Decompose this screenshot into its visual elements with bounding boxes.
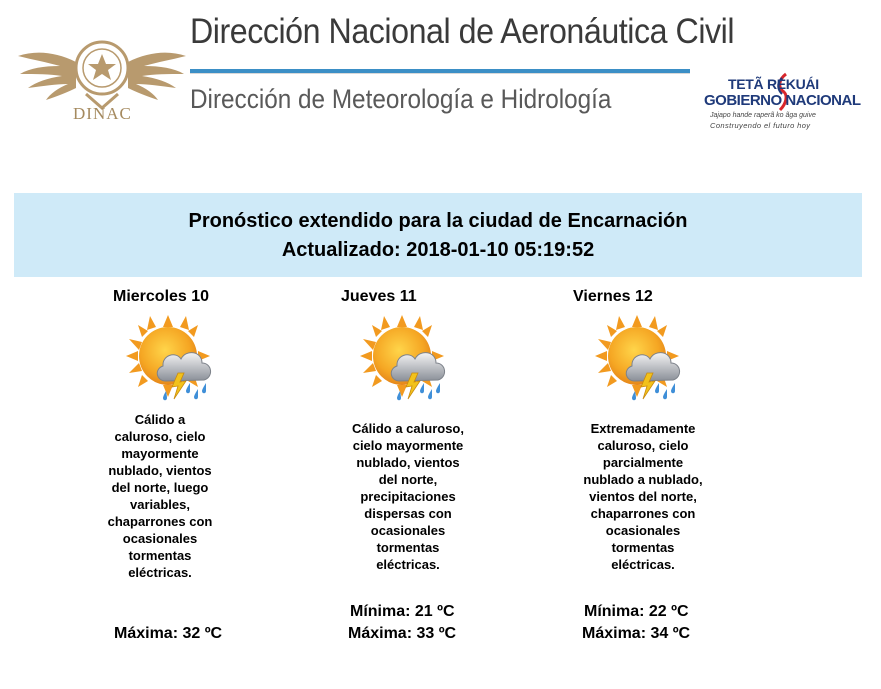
forecast-description: Cálido a caluroso, cielo mayormente nublado, vientos del norte, precipitaciones dispersas con ocasionales tormentas eléctricas.: [352, 421, 464, 572]
day-name: Viernes 12: [573, 288, 653, 305]
day-name: Jueves 11: [341, 288, 417, 305]
gobierno-nacional-logo: [700, 70, 860, 136]
sun-storm-icon: [126, 313, 220, 407]
title-divider-shadow: [190, 73, 690, 74]
forecast-banner: [14, 193, 862, 277]
gov-logo-line4: Construyendo el futuro hoy: [710, 121, 811, 130]
max-temp: Máxima: 34 ºC: [582, 625, 691, 642]
min-temp: Mínima: 21 ºC: [350, 603, 455, 620]
gov-logo-line3: Jajapo hande raperã ko ãga guive: [710, 112, 816, 119]
dinac-label: DINAC: [73, 104, 132, 123]
gov-logo-line1: TETÃ REKUÁI: [728, 76, 819, 92]
page-title: Dirección Nacional de Aeronáutica Civil: [190, 12, 735, 51]
forecast-description: Extremadamente caluroso, cielo parcialmente nublado a nublado, vientos del norte, chaparrones con ocasionales tormentas eléctricas.: [583, 421, 703, 572]
sun-storm-icon: [360, 313, 454, 407]
sun-storm-icon: [595, 313, 689, 407]
max-temp: Máxima: 33 ºC: [348, 625, 457, 642]
page-subtitle: Dirección de Meteorología e Hidrología: [190, 84, 612, 114]
forecast-description: Cálido a caluroso, cielo mayormente nublado, vientos del norte, luego variables, chaparrones con ocasionales tormentas eléctricas.: [107, 412, 213, 580]
gov-logo-line2: GOBIERNO NACIONAL: [704, 92, 861, 109]
day-name: Miercoles 10: [113, 288, 210, 305]
max-temp: Máxima: 32 ºC: [114, 625, 223, 642]
site-header: [0, 0, 881, 150]
min-temp: Mínima: 22 ºC: [584, 603, 689, 620]
updated-timestamp: Actualizado: 2018-01-10 05:19:52: [281, 239, 595, 261]
forecast-title: Pronóstico extendido para la ciudad de Encarnación: [188, 210, 688, 232]
